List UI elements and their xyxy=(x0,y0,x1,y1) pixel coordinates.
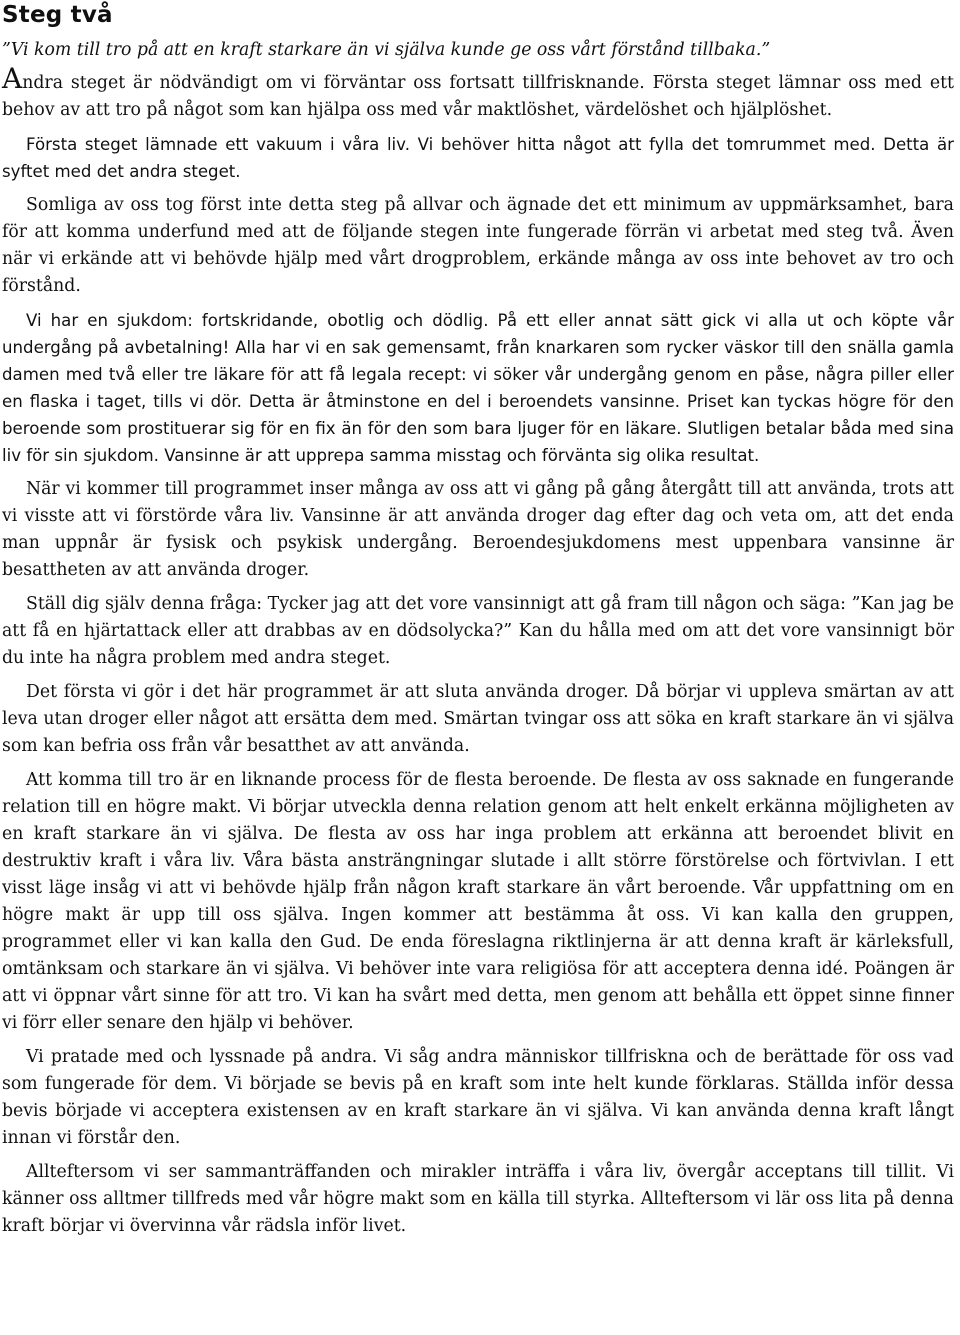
paragraph: Allteftersom vi ser sammanträffanden och mirakler inträffa i våra liv, övergår acceptans till tillit. Vi känner oss alltmer tillfreds med vår högre makt som en källa till styrka. Allteftersom vi lär oss lita på denna kraft börjar vi övervinna vår rädsla inför livet. xyxy=(2,1162,954,1236)
paragraph: Första steget lämnade ett vakuum i våra liv. Vi behöver hitta något att fylla det tomrummet med. Detta är syftet med det andra steget. xyxy=(2,135,954,181)
drop-cap: A xyxy=(2,62,23,95)
intro-paragraph xyxy=(2,62,954,124)
intro-text: ndra steget är nödvändigt om vi förväntar oss fortsatt tillfrisknande. Första steget lämnar oss med ett behov av att tro på något som kan hjälpa oss med vår maktlöshet, värdelöshet och hjälplöshet. xyxy=(2,73,954,120)
paragraph: Att komma till tro är en liknande process för de flesta beroende. De flesta av oss saknade en fungerande relation till en högre makt. Vi börjar utveckla denna relation genom att helt enkelt erkänna möjligheten av en kraft starkare än vi själva. De flesta av oss har inga problem att erkänna att beroendet blivit en destruktiv kraft i våra liv. Våra bästa ansträngningar slutade i allt större förstörelse och förtvivlan. I ett visst läge insåg vi att vi behövde hjälp från någon kraft starkare än vårt beroende. Vår uppfattning om en högre makt är upp till oss själva. Ingen kommer att bestämma åt oss. Vi kan kalla den gruppen, programmet eller vi kan kalla den Gud. De enda föreslagna riktlinjerna är att denna kraft är kärleksfull, omtänksam och starkare än vi själva. Vi behöver inte vara religiösa för att acceptera denna idé. Poängen är att vi öppnar vårt sinne för att tro. Vi kan ha svårt med detta, men genom att behålla ett öppet sinne finner vi förr eller senare den hjälp vi behöver. xyxy=(2,770,954,1033)
paragraph: Somliga av oss tog först inte detta steg på allvar och ägnade det ett minimum av uppmärksamhet, bara för att komma underfund med att de följande stegen inte fungerade förrän vi arbetat med steg två. Även när vi erkände att vi behövde hjälp med vårt drogproblem, erkände många av oss inte behovet av tro och förstånd. xyxy=(2,195,954,296)
epigraph-quote: ”Vi kom till tro på att en kraft starkare än vi själva kunde ge oss vårt förstånd tillbaka.” xyxy=(2,40,771,60)
paragraph: Det första vi gör i det här programmet är att sluta använda droger. Då börjar vi uppleva smärtan av att leva utan droger eller något att ersätta dem med. Smärtan tvingar oss att söka en kraft starkare än vi själva som kan befria oss från vår besatthet av att använda. xyxy=(2,682,954,756)
document-page xyxy=(2,0,954,1240)
paragraph: Vi pratade med och lyssnade på andra. Vi såg andra människor tillfriskna och de berättade för oss vad som fungerade för dem. Vi började se bevis på en kraft som inte helt kunde förklaras. Ställda inför dessa bevis började vi acceptera existensen av en kraft starkare än vi själva. Vi kan använda denna kraft långt innan vi förstår den. xyxy=(2,1047,954,1148)
paragraph: Ställ dig själv denna fråga: Tycker jag att det vore vansinnigt att gå fram till någon och säga: ”Kan jag be att få en hjärtattack eller att drabbas av en dödsolycka?” Kan du hålla med om att det vore vansinnigt bör du inte ha några problem med andra steget. xyxy=(2,594,954,668)
paragraph: När vi kommer till programmet inser många av oss att vi gång på gång återgått till att använda, trots att vi visste att vi förstörde våra liv. Vansinne är att använda droger dag efter dag och veta om, att det enda man uppnår är fysisk och psykisk undergång. Beroendesjukdomens mest uppenbara vansinne är besattheten av att använda droger. xyxy=(2,479,954,580)
page-title: Steg två xyxy=(2,2,113,28)
paragraph: Vi har en sjukdom: fortskridande, obotlig och dödlig. På ett eller annat sätt gick vi alla ut och köpte vår undergång på avbetalning! Alla har vi en sak gemensamt, från knarkaren som rycker väskor till den snälla gamla damen med två eller tre läkare för att få legala recept: vi söker vår undergång genom en påse, några piller eller en flaska i taget, tills vi dör. Detta är åtminstone en del i beroendets vansinne. Priset kan tyckas högre för den beroende som prostituerar sig för en fix än för den som bara ljuger för en läkare. Slutligen betalar båda med sina liv för sin sjukdom. Vansinne är att upprepa samma misstag och förvänta sig olika resultat. xyxy=(2,311,954,465)
